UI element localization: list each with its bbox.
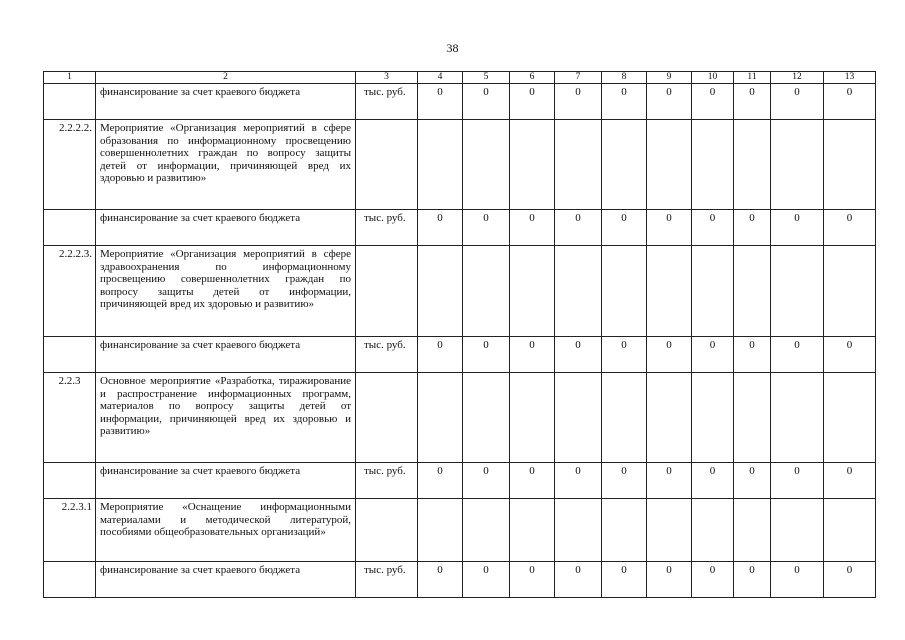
header-cell: 1 <box>44 72 96 84</box>
value-cell: 0 <box>463 463 510 499</box>
value-cell: 0 <box>555 562 602 598</box>
value-cell: 0 <box>602 84 647 120</box>
value-cell: 0 <box>555 463 602 499</box>
value-cell: 0 <box>647 463 692 499</box>
measure-description: Мероприятие «Организация мероприятий в сфере здравоохранения по информационному просвещению совершеннолетних граждан по вопросу защиты детей от информации, причиняющей вред их здоровью и развитию» <box>96 246 356 337</box>
value-cell: 0 <box>692 463 734 499</box>
value-cell: 0 <box>510 210 555 246</box>
value-cell: 0 <box>418 210 463 246</box>
value-cell: 0 <box>734 84 771 120</box>
value-cell: 0 <box>771 463 824 499</box>
value-cell: 0 <box>734 463 771 499</box>
header-cell: 12 <box>771 72 824 84</box>
measure-code: 2.2.3 <box>44 373 96 463</box>
unit-cell: тыс. руб. <box>356 562 418 598</box>
value-cell: 0 <box>463 562 510 598</box>
value-cell: 0 <box>418 84 463 120</box>
header-cell: 8 <box>602 72 647 84</box>
header-cell: 3 <box>356 72 418 84</box>
measure-description: Мероприятие «Организация мероприятий в сфере образования по информационному просвещению совершеннолетних граждан по вопросу защиты детей от информации, причиняющей вред их здоровью и развитию» <box>96 120 356 210</box>
header-row <box>44 72 876 84</box>
value-cell: 0 <box>692 210 734 246</box>
value-cell: 0 <box>463 84 510 120</box>
header-cell: 10 <box>692 72 734 84</box>
page-number: 38 <box>446 41 459 55</box>
value-cell: 0 <box>555 210 602 246</box>
header-cell: 6 <box>510 72 555 84</box>
value-cell: 0 <box>647 84 692 120</box>
value-cell: 0 <box>602 562 647 598</box>
header-cell: 4 <box>418 72 463 84</box>
value-cell: 0 <box>771 562 824 598</box>
value-cell: 0 <box>692 562 734 598</box>
header-cell: 7 <box>555 72 602 84</box>
measure-row <box>44 246 876 337</box>
financing-row <box>44 84 876 120</box>
value-cell: 0 <box>824 84 876 120</box>
value-cell: 0 <box>771 337 824 373</box>
financing-name: финансирование за счет краевого бюджета <box>96 562 356 598</box>
value-cell: 0 <box>510 463 555 499</box>
value-cell: 0 <box>734 562 771 598</box>
value-cell: 0 <box>647 337 692 373</box>
measure-code: 2.2.2.2. <box>44 120 96 210</box>
value-cell: 0 <box>692 337 734 373</box>
value-cell: 0 <box>510 562 555 598</box>
financing-name: финансирование за счет краевого бюджета <box>96 463 356 499</box>
financing-name: финансирование за счет краевого бюджета <box>96 210 356 246</box>
budget-table <box>43 71 876 598</box>
value-cell: 0 <box>510 84 555 120</box>
unit-cell: тыс. руб. <box>356 210 418 246</box>
code-cell <box>44 84 96 120</box>
measure-row <box>44 120 876 210</box>
measure-description: Основное мероприятие «Разработка, тиражирование и распространение информационных программ, материалов по вопросу защиты детей от информации, причиняющей вред их здоровью и развитию» <box>96 373 356 463</box>
financing-row <box>44 210 876 246</box>
value-cell: 0 <box>647 210 692 246</box>
measure-code: 2.2.2.3. <box>44 246 96 337</box>
value-cell: 0 <box>692 84 734 120</box>
value-cell: 0 <box>734 210 771 246</box>
financing-row <box>44 337 876 373</box>
value-cell: 0 <box>734 337 771 373</box>
header-cell: 5 <box>463 72 510 84</box>
header-cell: 9 <box>647 72 692 84</box>
value-cell: 0 <box>463 210 510 246</box>
value-cell: 0 <box>418 463 463 499</box>
value-cell: 0 <box>647 562 692 598</box>
header-cell: 11 <box>734 72 771 84</box>
measure-description: Мероприятие «Оснащение информационными материалами и методической литературой, пособиями общеобразовательных организаций» <box>96 499 356 562</box>
value-cell: 0 <box>824 210 876 246</box>
value-cell: 0 <box>824 562 876 598</box>
measure-row <box>44 499 876 562</box>
value-cell: 0 <box>510 337 555 373</box>
value-cell: 0 <box>555 337 602 373</box>
value-cell: 0 <box>824 463 876 499</box>
value-cell: 0 <box>418 337 463 373</box>
header-cell: 2 <box>96 72 356 84</box>
value-cell: 0 <box>771 84 824 120</box>
financing-name: финансирование за счет краевого бюджета <box>96 337 356 373</box>
unit-cell: тыс. руб. <box>356 463 418 499</box>
unit-cell: тыс. руб. <box>356 337 418 373</box>
measure-code: 2.2.3.1 <box>44 499 96 562</box>
header-cell: 13 <box>824 72 876 84</box>
value-cell: 0 <box>463 337 510 373</box>
financing-row <box>44 562 876 598</box>
value-cell: 0 <box>602 210 647 246</box>
value-cell: 0 <box>602 337 647 373</box>
value-cell: 0 <box>602 463 647 499</box>
value-cell: 0 <box>555 84 602 120</box>
financing-row <box>44 463 876 499</box>
value-cell: 0 <box>771 210 824 246</box>
financing-name: финансирование за счет краевого бюджета <box>96 84 356 120</box>
value-cell: 0 <box>824 337 876 373</box>
unit-cell: тыс. руб. <box>356 84 418 120</box>
value-cell: 0 <box>418 562 463 598</box>
measure-row <box>44 373 876 463</box>
